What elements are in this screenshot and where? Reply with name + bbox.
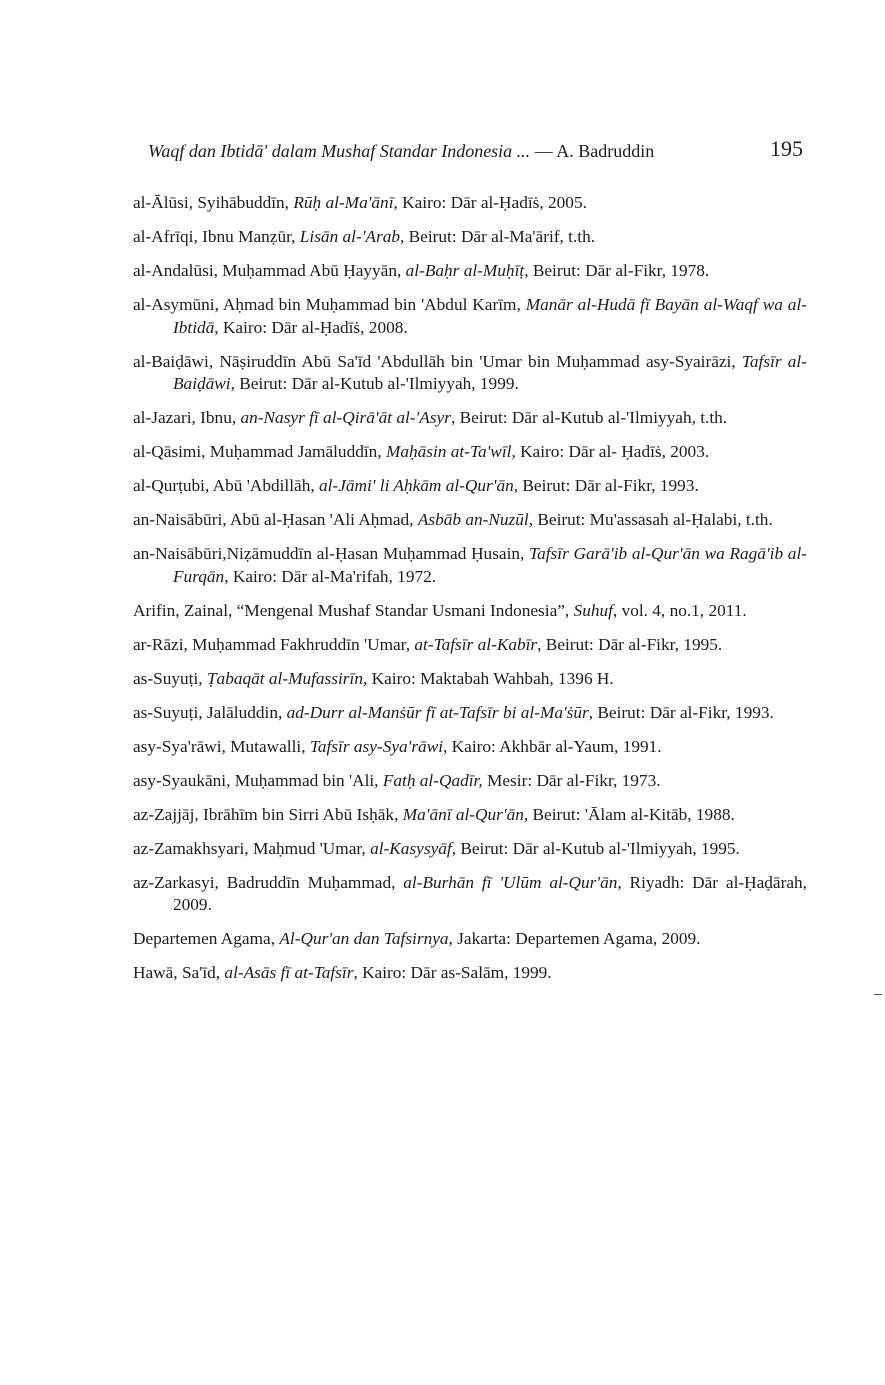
entry-author: al-Qurṭubi, Abū 'Abdillāh, <box>133 476 319 495</box>
entry-publication: , Kairo: Dār as-Salām, 1999. <box>353 963 552 982</box>
entry-title: Lisān al-'Arab, <box>299 227 405 246</box>
entry-publication: , vol. 4, no.1, 2011. <box>612 600 747 620</box>
bibliography-entry <box>133 509 807 532</box>
entry-author: an-Naisābūri,Niẓāmuddīn al-Ḥasan Muḥammad Ḥusain, <box>133 544 530 563</box>
entry-publication: , Beirut: Dār al-Fikr, 1993. <box>513 476 699 495</box>
entry-publication: , Beirut: Dār al-Fikr, 1993. <box>588 702 774 722</box>
bibliography-entry <box>133 260 807 283</box>
entry-author: az-Zarkasyi, Badruddīn Muḥammad, <box>133 872 404 892</box>
entry-author: ar-Rāzi, Muḥammad Fakhruddīn 'Umar, <box>133 634 415 654</box>
entry-author: asy-Syaukāni, Muḥammad bin 'Ali, <box>133 770 383 790</box>
entry-author: al-Jazari, Ibnu, <box>133 408 241 427</box>
entry-author: az-Zajjāj, Ibrāhīm bin Sirri Abū Isḥāk, <box>133 804 403 824</box>
entry-title: Suhuf <box>573 600 613 620</box>
entry-author: Departemen Agama, <box>133 929 280 948</box>
margin-mark <box>874 994 882 995</box>
entry-title: Tafsīr asy-Sya'rāwi <box>309 736 444 756</box>
entry-title: ad-Durr al-Manṡūr fī at-Tafsīr bi al-Ma'ṡūr <box>286 702 589 722</box>
entry-author: al-Baiḍāwi, Nāṣiruddīn Abū Sa'īd 'Abdullāh bin 'Umar bin Muḥammad asy-Syairāzi, <box>133 351 742 371</box>
entry-publication: , Beirut: Dār al-Kutub al-'Ilmiyyah, t.th. <box>450 408 728 427</box>
entry-publication: Kairo: Maktabah Wahbah, 1396 H. <box>367 668 614 688</box>
bibliography-entry <box>133 634 807 657</box>
entry-title: al-Jāmi' li Aḥkām al-Qur'ān <box>318 476 514 495</box>
entry-author: Hawā, Sa'īd, <box>133 963 225 982</box>
bibliography-entry <box>133 736 807 759</box>
entry-publication: , Beirut: Dār al-Kutub al-'Ilmiyyah, 1995. <box>451 838 740 858</box>
bibliography-entry <box>133 351 807 396</box>
entry-title: Tafsīr al-Baiḍāwi <box>173 351 807 393</box>
entry-author: an-Naisābūri, Abū al-Ḥasan 'Ali Aḥmad, <box>133 510 418 529</box>
bibliography-entry <box>133 668 807 691</box>
running-title: Waqf dan Ibtidā' dalam Mushaf Standar Indonesia ... <box>148 141 531 161</box>
entry-publication: , Beirut: 'Ālam al-Kitāb, 1988. <box>523 804 735 824</box>
entry-title: al-Burhān fī 'Ulūm al-Qur'ān, <box>403 872 622 892</box>
entry-publication: , Kairo: Dār al-Ḥadīṡ, 2008. <box>214 317 408 337</box>
entry-author: al-Afrīqi, Ibnu Manẓūr, <box>133 227 300 246</box>
entry-publication: , Kairo: Dār al-Ḥadīṡ, 2005. <box>393 193 587 212</box>
entry-publication: Mesir: Dār al-Fikr, 1973. <box>482 770 661 790</box>
entry-title: al-Asās fī at-Tafsīr <box>224 963 354 982</box>
bibliography-entry <box>133 407 807 430</box>
entry-title: al-Kasysyāf <box>370 838 452 858</box>
bibliography-entry <box>133 294 807 339</box>
bibliography-entry <box>133 770 807 793</box>
bibliography-entry <box>133 702 807 725</box>
header-dash: — <box>534 141 553 161</box>
bibliography-entry <box>133 226 807 249</box>
entry-publication: , Beirut: Dār al-Fikr, 1995. <box>537 634 723 654</box>
bibliography-entry <box>133 928 807 951</box>
entry-author: az-Zamakhsyari, Maḥmud 'Umar, <box>133 838 371 858</box>
entry-title: Ma'ānī al-Qur'ān <box>402 804 524 824</box>
entry-title: an-Nasyr fī al-Qirā'āt al-'Asyr <box>240 408 451 427</box>
page-number: 195 <box>770 136 803 161</box>
entry-author: al-Asymūni, Aḥmad bin Muḥammad bin 'Abdul Karīm, <box>133 295 526 314</box>
entry-author: al-Qāsimi, Muḥammad Jamāluddīn, <box>133 442 386 461</box>
bibliography-entry <box>133 543 807 588</box>
bibliography-entry <box>133 441 807 464</box>
entry-publication: , Kairo: Dār al-Ma'rifah, 1972. <box>224 566 437 586</box>
entry-title: Rūḥ al-Ma'ānī <box>293 193 394 212</box>
entry-author: al-Ālūsi, Syihābuddīn, <box>133 193 294 212</box>
bibliography-entry <box>133 475 807 498</box>
header-author: A. Badruddin <box>556 141 655 161</box>
entry-title: Maḥāsin at-Ta'wīl <box>385 442 512 461</box>
bibliography-entry <box>133 962 807 985</box>
entry-publication: , Kairo: Akhbār al-Yaum, 1991. <box>443 736 662 756</box>
entry-title: Al-Qur'an dan Tafsirnya <box>279 929 449 948</box>
entry-publication: , Beirut: Dār al-Kutub al-'Ilmiyyah, 1999. <box>230 374 519 393</box>
entry-author: asy-Sya'rāwi, Mutawalli, <box>133 736 310 756</box>
bibliography-entry <box>133 192 807 215</box>
entry-title: Ṭabaqāt al-Mufassirīn, <box>206 668 368 688</box>
entry-author: Arifin, Zainal, “Mengenal Mushaf Standar Usmani Indonesia”, <box>133 600 574 620</box>
entry-publication: , Kairo: Dār al- Ḥadīṡ, 2003. <box>511 442 710 461</box>
entry-publication: , Beirut: Dār al-Fikr, 1978. <box>524 261 710 280</box>
entry-author: as-Suyuṭi, <box>133 668 207 688</box>
bibliography-entry <box>133 600 807 623</box>
bibliography-entry <box>133 872 807 917</box>
entry-publication: Beirut: Dār al-Ma'ārif, t.th. <box>404 227 596 246</box>
entry-title: al-Baḥr al-Muḥīṭ <box>405 261 525 280</box>
entry-publication: Riyadh: Dār al-Ḥaḍārah, 2009. <box>173 872 807 914</box>
bibliography-list <box>133 192 807 996</box>
entry-author: as-Suyuṭi, Jalāluddin, <box>133 702 287 722</box>
running-header <box>148 136 803 166</box>
entry-title: Fatḥ al-Qadīr, <box>382 770 483 790</box>
bibliography-entry <box>133 838 807 861</box>
entry-publication: Beirut: Mu'assasah al-Ḥalabi, t.th. <box>533 510 773 529</box>
bibliography-entry <box>133 804 807 827</box>
entry-title: Manār al-Hudā fī Bayān al-Waqf wa al-Ibtidā <box>173 295 808 337</box>
entry-title: Tafsīr Garā'ib al-Qur'ān wa Ragā'ib al-Furqān <box>173 544 807 586</box>
entry-author: al-Andalūsi, Muḥammad Abū Ḥayyān, <box>133 261 406 280</box>
entry-publication: , Jakarta: Departemen Agama, 2009. <box>448 929 701 948</box>
entry-title: Asbāb an-Nuzūl, <box>417 510 534 529</box>
entry-title: at-Tafsīr al-Kabīr <box>414 634 538 654</box>
